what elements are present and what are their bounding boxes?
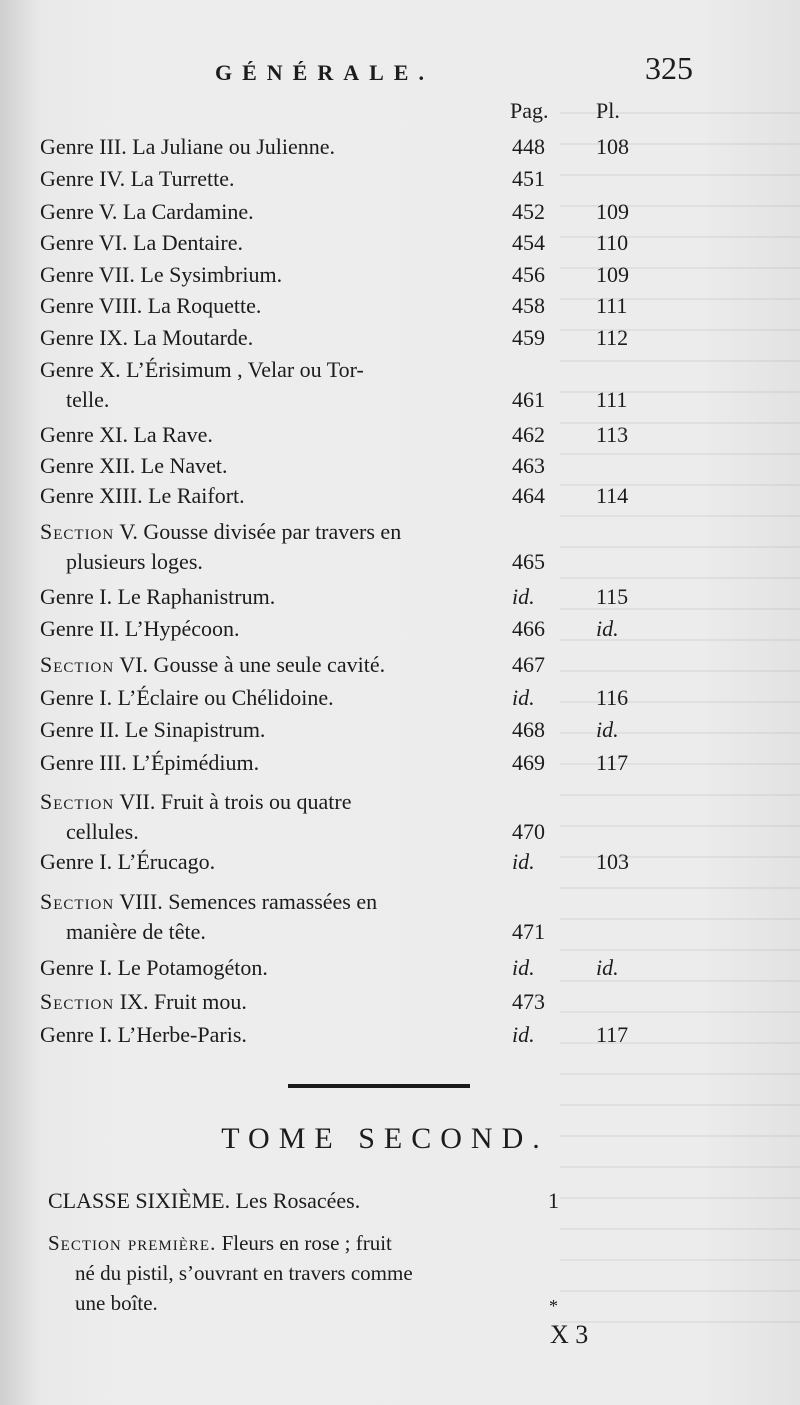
entry-title-text: Genre III. L’Épimédium. [40,750,260,775]
entry-plate: 116 [596,685,629,710]
entry-page: 467 [512,652,545,677]
divider-rule [288,1084,470,1088]
entry-title [40,518,401,546]
entry-title [40,684,334,712]
entry-page: 461 [512,387,545,412]
column-header-pag: Pag. [510,98,549,123]
entry-title [40,421,213,449]
section-label: Section [40,889,115,914]
entry-plate: 117 [596,1022,629,1047]
entry-title [40,583,275,611]
entry-title-text: Genre VI. La Dentaire. [40,230,243,255]
classe-title: CLASSE SIXIÈME. Les Rosacées. [48,1188,361,1213]
entry-title-text: Genre I. Le Raphanistrum. [40,584,276,609]
entry-title [40,133,335,161]
entry-title [40,788,352,816]
entry-title-text: Genre XIII. Le Raifort. [40,483,245,508]
entry-continuation: plusieurs loges. [66,549,203,574]
entry-title-text: Genre IV. La Turrette. [40,166,235,191]
entry-title [40,954,268,982]
section-premiere-line-1 [48,1228,392,1258]
section-premiere-text: Fleurs en rose ; fruit [216,1231,392,1255]
entry-page: 470 [512,819,545,844]
entry-continuation: cellules. [66,819,139,844]
entry-title-text: Genre XI. La Rave. [40,422,213,447]
entry-title [40,482,245,510]
entry-title [40,716,265,744]
entry-plate: 108 [596,134,629,159]
column-header-pl: Pl. [596,98,620,123]
entry-title [40,229,243,257]
entry-title-text: Genre II. Le Sinapistrum. [40,717,266,742]
entry-page: id. [512,955,535,980]
entry-page: 465 [512,549,545,574]
entry-page: 463 [512,453,545,478]
entry-plate: 112 [596,325,629,350]
entry-title-text: Genre I. L’Herbe-Paris. [40,1022,247,1047]
entry-title-text: Genre I. L’Érucago. [40,849,216,874]
section-label: Section [40,789,115,814]
tome-heading: TOME SECOND. [221,1122,549,1155]
entry-title [40,615,240,643]
entry-title [40,452,228,480]
entry-continuation: manière de tête. [66,919,206,944]
entry-title [40,165,235,193]
entry-plate: 113 [596,422,629,447]
section-label: Section [40,989,115,1014]
entry-plate: id. [596,717,619,742]
classe-page: 1 [548,1188,559,1213]
entry-plate: 111 [596,293,628,318]
entry-title-text: VIII. Semences ramassées en [114,889,378,914]
entry-title [40,749,259,777]
entry-plate: id. [596,616,619,641]
entry-page: 464 [512,483,545,508]
entry-title [40,888,377,916]
entry-page: 468 [512,717,545,742]
entry-page: 448 [512,134,545,159]
entry-title [40,848,215,876]
entry-title [40,651,385,679]
entry-page: 462 [512,422,545,447]
entry-plate: 109 [596,262,629,287]
entry-continuation: telle. [66,387,110,412]
entry-page: 458 [512,293,545,318]
entry-page: id. [512,1022,535,1047]
entry-page: 454 [512,230,545,255]
entry-plate: 115 [596,584,629,609]
entry-title [40,356,364,384]
entry-page: 459 [512,325,545,350]
entry-title-text: V. Gousse divisée par travers en [114,519,402,544]
entry-page: 456 [512,262,545,287]
entry-plate: 111 [596,387,628,412]
entry-page: id. [512,849,535,874]
section-label: Section [40,519,115,544]
entry-plate: 114 [596,483,629,508]
entry-title [40,988,247,1016]
entry-plate: 103 [596,849,629,874]
entry-page: id. [512,584,535,609]
entry-title-text: Genre IX. La Moutarde. [40,325,254,350]
entry-title [40,324,253,352]
entry-page: 466 [512,616,545,641]
entry-page: 473 [512,989,545,1014]
entry-page: 451 [512,166,545,191]
entry-plate: 109 [596,199,629,224]
entry-title-text: Genre VII. Le Sysimbrium. [40,262,283,287]
entry-title-text: Genre I. Le Potamogéton. [40,955,268,980]
section-label: Section [40,652,115,677]
entry-plate: id. [596,955,619,980]
entry-title-text: Genre X. L’Érisimum , Velar ou Tor- [40,357,364,382]
entry-title-text: Genre V. La Cardamine. [40,199,254,224]
running-title: GÉNÉRALE. [215,60,434,85]
entry-title [40,292,261,320]
entry-title-text: VI. Gousse à une seule cavité. [114,652,386,677]
entry-page: 469 [512,750,545,775]
entry-plate: 117 [596,750,629,775]
entry-title [40,198,254,226]
entry-title [40,261,282,289]
page-header [0,50,800,90]
entry-page: 452 [512,199,545,224]
entry-title-text: Genre II. L’Hypécoon. [40,616,240,641]
entry-title-text: VII. Fruit à trois ou quatre [114,789,352,814]
entry-title-text: IX. Fruit mou. [114,989,247,1014]
section-premiere-line-2: né du pistil, s’ouvrant en travers comme [75,1261,413,1285]
section-premiere-line-3: une boîte. [75,1291,158,1315]
signature-mark: X 3 [550,1320,589,1349]
entry-title-text: Genre VIII. La Roquette. [40,293,262,318]
entry-page: id. [512,685,535,710]
printer-mark: * [549,1296,558,1316]
entry-title-text: Genre III. La Juliane ou Julienne. [40,134,336,159]
entry-title [40,1021,247,1049]
entry-title-text: Genre XII. Le Navet. [40,453,228,478]
entry-title-text: Genre I. L’Éclaire ou Chélidoine. [40,685,334,710]
entry-plate: 110 [596,230,629,255]
page-number: 325 [645,50,693,86]
section-premiere-label: Section première. [48,1231,217,1255]
entry-page: 471 [512,919,545,944]
